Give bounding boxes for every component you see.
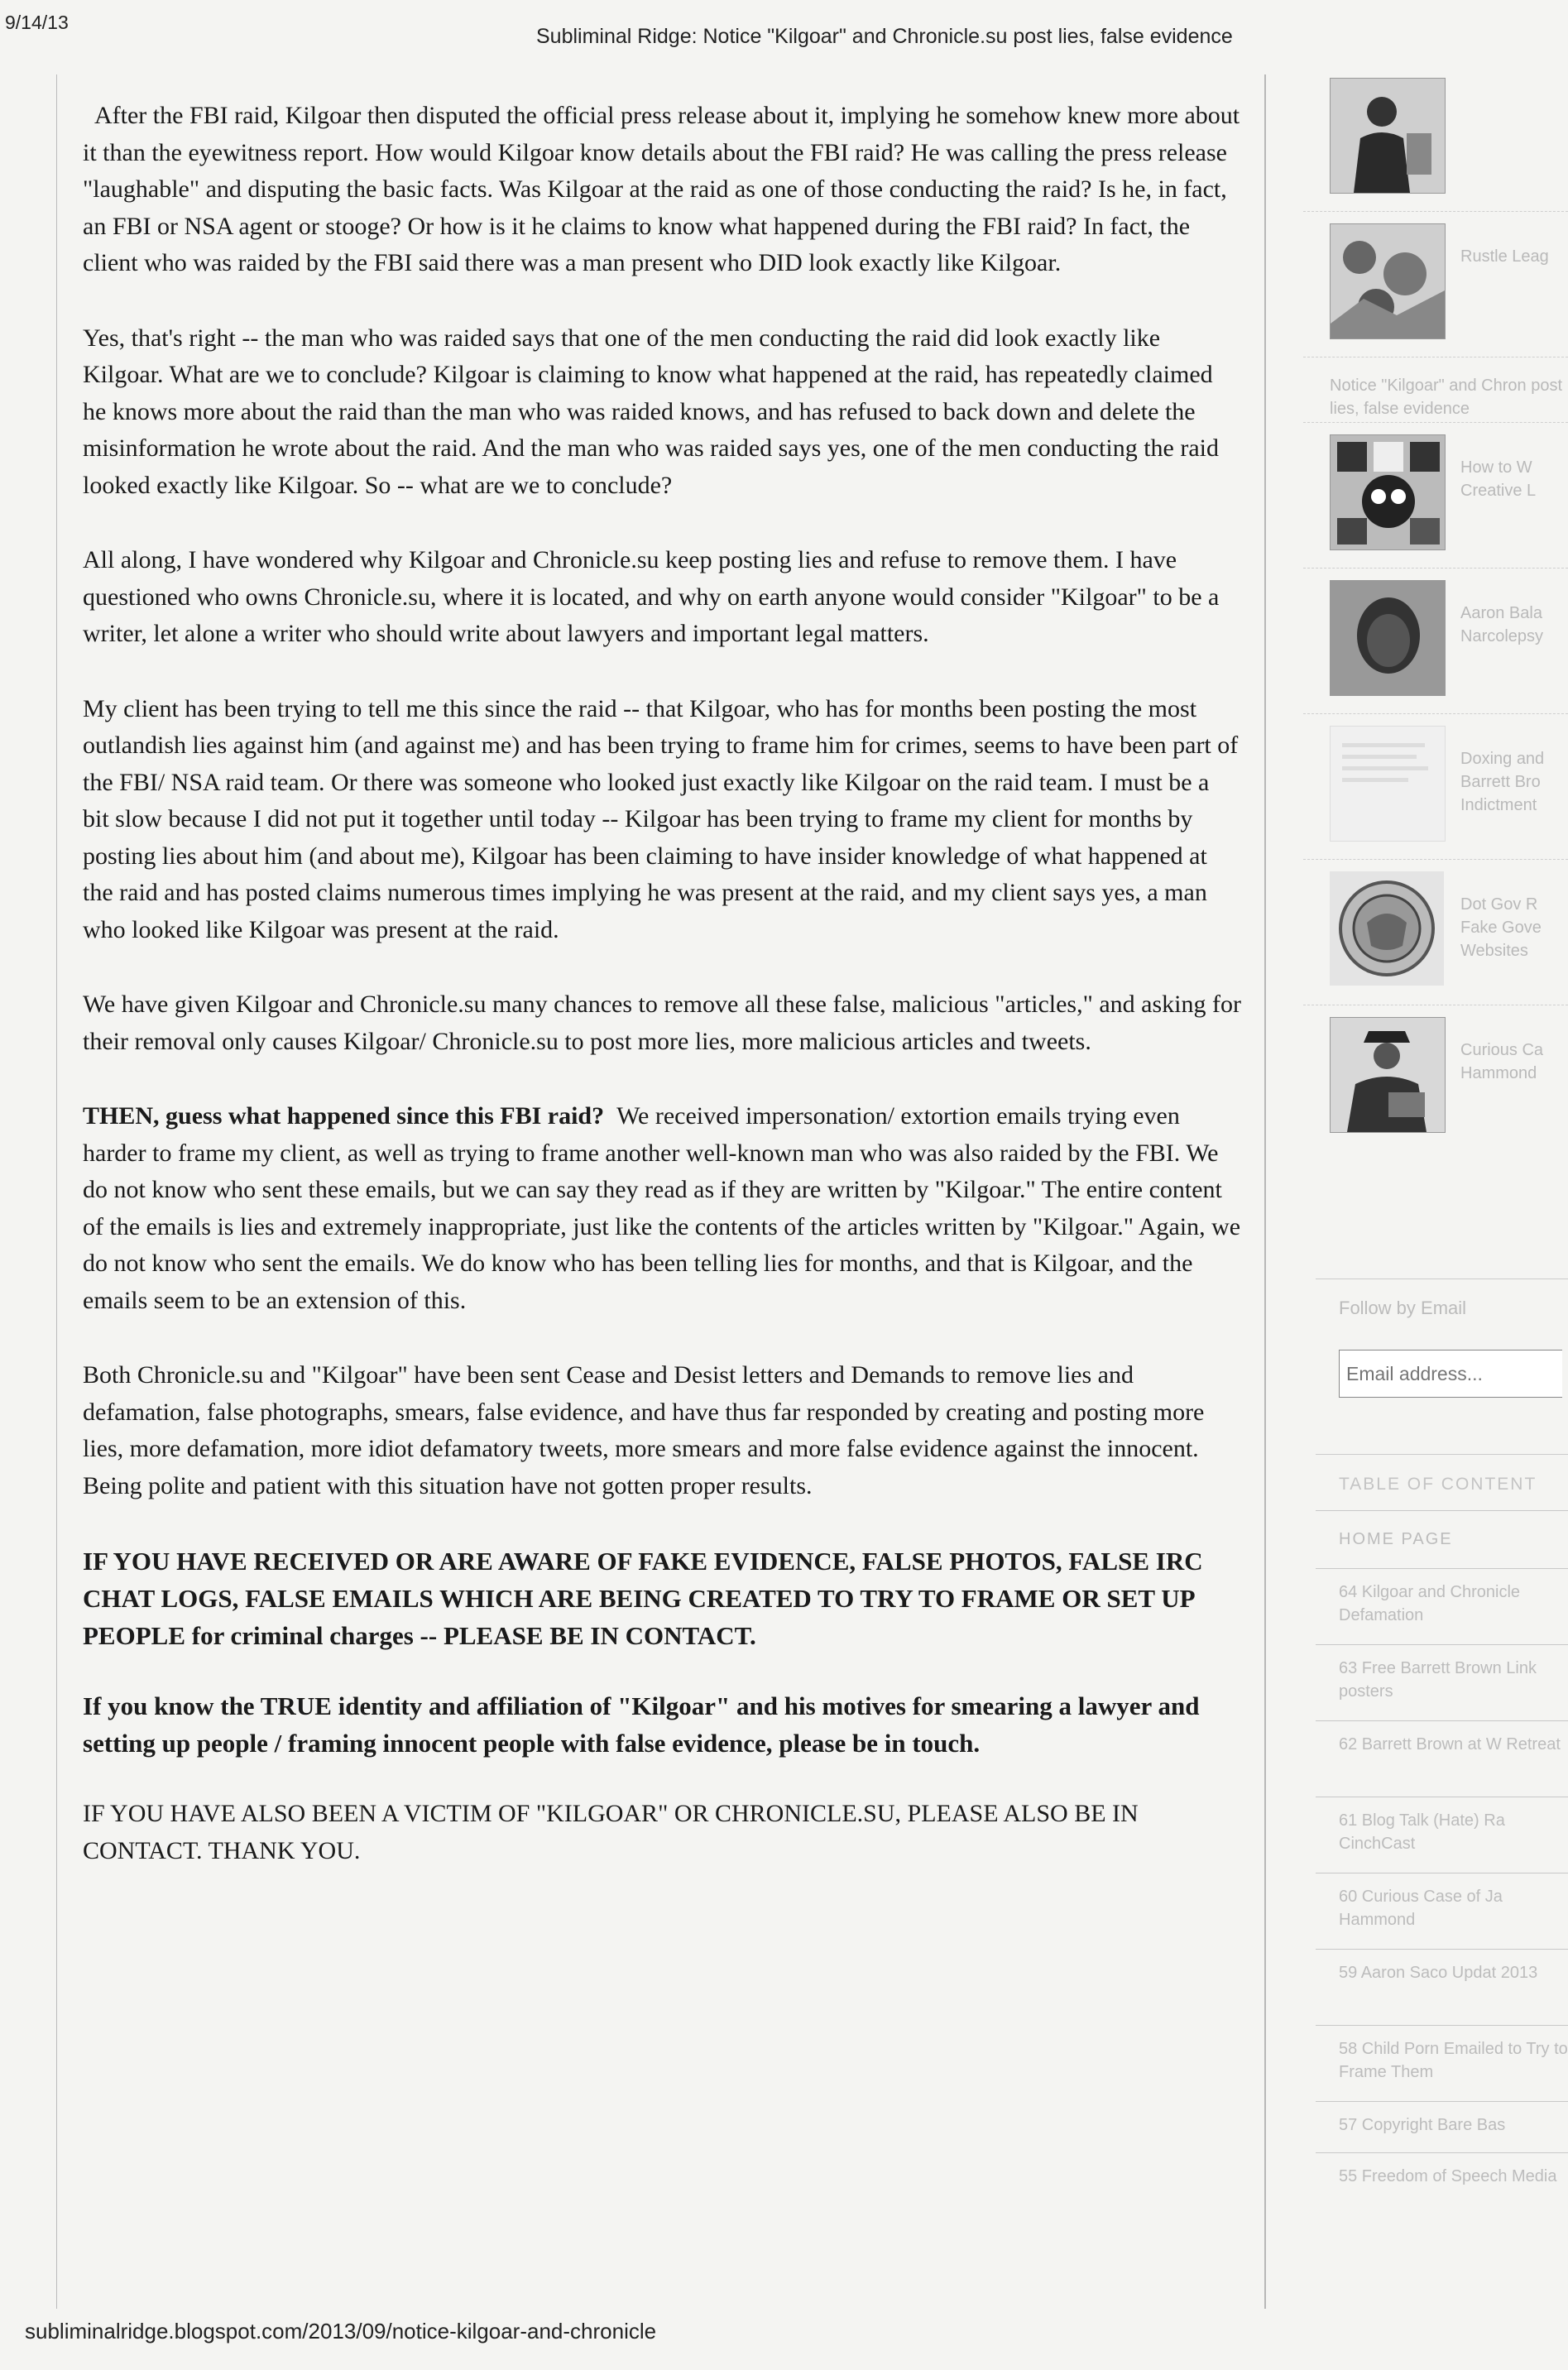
toc-heading: TABLE OF CONTENT (1316, 1454, 1568, 1510)
paragraph-7: Both Chronicle.su and "Kilgoar" have been sent Cease and Desist letters and Demands to remove lies and defamation, false photographs, smears, false evidence, and have thus far responded by creating and posting more lies, more defamation, more idiot defamatory tweets, more smears and more false evidence against the innocent. Being polite and patient with this situation have not gotten proper results. (83, 1361, 1205, 1499)
document-thumbnail-icon[interactable] (1330, 726, 1446, 842)
paragraph-6-text: We received impersonation/ extortion emails trying even harder to frame my client, as well as trying to frame another well-known man who was also raided by the FBI. We do not know who sent these emails, but we can say they read as if they are written by "Kilgoar." The entire content of the emails is lies and extremely inappropriate, just like the contents of the articles written by "Kilgoar." Again, we do not know who sent the emails. We do know who has been telling lies for months, and that is Kilgoar, and the emails seem to be an extension of this. (83, 1102, 1241, 1314)
left-margin-rule (56, 74, 57, 2309)
paragraph-3: All along, I have wondered why Kilgoar and Chronicle.su keep posting lies and refuse to remove them. I have questioned who owns Chronicle.su, where it is located, and why on earth anyone would consider "Kilgoar" to be a writer, let alone a writer who should write about lawyers and important legal matters. (83, 546, 1220, 647)
sidebar-post-7[interactable] (1303, 860, 1568, 1005)
toc-item-64[interactable]: 64 Kilgoar and Chronicle Defamation (1316, 1568, 1568, 1644)
sidebar-post-3-title[interactable]: Notice "Kilgoar" and Chron post lies, false evidence (1330, 377, 1563, 418)
sidebar-post-4-title[interactable]: How to W Creative L (1460, 458, 1537, 500)
sidebar-post-2-title[interactable]: Rustle Leag (1460, 247, 1549, 266)
column-divider (1264, 74, 1266, 2309)
article-body (83, 98, 1241, 1907)
call-to-action-victims: IF YOU HAVE ALSO BEEN A VICTIM OF "KILGOAR" OR CHRONICLE.SU, PLEASE ALSO BE IN CONTACT. THANK YOU. (83, 1800, 1139, 1864)
call-to-action-evidence: IF YOU HAVE RECEIVED OR ARE AWARE OF FAKE EVIDENCE, FALSE PHOTOS, FALSE IRC CHAT LOGS, FALSE EMAILS WHICH ARE BEING CREATED TO TRY TO FRAME OR SET UP PEOPLE for criminal charges -- PLEASE BE IN CONTACT. (83, 1547, 1203, 1650)
toc-item-55[interactable]: 55 Freedom of Speech Media (1316, 2152, 1568, 2228)
sidebar-post-4[interactable] (1303, 423, 1568, 569)
sidebar-post-1[interactable] (1303, 66, 1568, 212)
toc-item-60[interactable]: 60 Curious Case of Ja Hammond (1316, 1873, 1568, 1949)
follow-by-email-widget (1316, 1279, 1568, 1428)
paragraph-6-lead: THEN, guess what happened since this FBI raid? (83, 1102, 605, 1130)
toc-item-59[interactable]: 59 Aaron Saco Updat 2013 (1316, 1949, 1568, 2025)
sidebar-popular-posts (1303, 66, 1568, 1150)
sidebar-post-3[interactable] (1303, 357, 1568, 423)
call-to-action-identity: If you know the TRUE identity and affiliation of "Kilgoar" and his motives for smearing a lawyer and setting up people / framing innocent people with false evidence, please be in touch. (83, 1691, 1200, 1758)
portrait-thumbnail-icon[interactable] (1330, 78, 1446, 194)
paragraph-5: We have given Kilgoar and Chronicle.su many chances to remove all these false, malicious "articles," and asking for their removal only causes Kilgoar/ Chronicle.su to post more lies, more malicious articles and tweets. (83, 991, 1241, 1055)
person-thumbnail-icon[interactable] (1330, 1017, 1446, 1133)
toc-item-62[interactable]: 62 Barrett Brown at W Retreat (1316, 1720, 1568, 1797)
follow-label: Follow by Email (1339, 1298, 1467, 1318)
face-thumbnail-icon[interactable] (1330, 580, 1446, 696)
toc-item-58[interactable]: 58 Child Porn Emailed to Try to Frame Them (1316, 2025, 1568, 2101)
toc-item-home[interactable]: HOME PAGE (1316, 1510, 1568, 1568)
paragraph-4: My client has been trying to tell me this since the raid -- that Kilgoar, who has for months been posting the most outlandish lies against him (and against me) and has been trying to frame him for crimes, seems to have been part of the FBI/ NSA raid team. Or there was someone who looked just exactly like Kilgoar on the raid team. I must be a bit slow because I did not put it together until today -- Kilgoar has been trying to frame my client for months by posting lies about him (and about me), Kilgoar has been claiming to have insider knowledge of what happened at the raid and has posted claims numerous times implying he was present at the raid, and my client says yes, a man who looked like Kilgoar was present at the raid. (83, 694, 1239, 943)
sidebar-post-2[interactable] (1303, 212, 1568, 357)
sidebar-post-5-title[interactable]: Aaron Bala Narcolepsy (1460, 604, 1544, 645)
sidebar-post-7-title[interactable]: Dot Gov R Fake Gove Websites (1460, 895, 1542, 960)
paragraph-2: Yes, that's right -- the man who was raided says that one of the men conducting the raid did look exactly like Kilgoar. What are we to conclude? Kilgoar is claiming to know what happened at the raid, has repeatedly claimed he knows more about the raid than the man who was raided knows, and has refused to back down and delete the misinformation he wrote about the raid. And the man who was raided says yes, one of the men conducting the raid looked exactly like Kilgoar. So -- what are we to conclude? (83, 324, 1219, 499)
paragraph-1: After the FBI raid, Kilgoar then disputed the official press release about it, implying he somehow knew more about it than the eyewitness report. How would Kilgoar know details about the FBI raid? He was calling the press release "laughable" and disputing the basic facts. Was Kilgoar at the raid as one of those conducting the raid? Is he, in fact, an FBI or NSA agent or stooge? Or how is it he claims to know what happened during the FBI raid? In fact, the client who was raided by the FBI said there was a man present who DID look exactly like Kilgoar. (83, 102, 1240, 276)
print-date: 9/14/13 (5, 12, 69, 33)
sidebar-post-6-title[interactable]: Doxing and Barrett Bro Indictment (1460, 750, 1545, 814)
page-title: Subliminal Ridge: Notice "Kilgoar" and Chronicle.su post lies, false evidence (536, 25, 1233, 48)
email-input[interactable] (1339, 1350, 1562, 1398)
seal-thumbnail-icon[interactable] (1330, 871, 1444, 986)
toc-item-57[interactable]: 57 Copyright Bare Bas (1316, 2101, 1568, 2152)
toc-item-61[interactable]: 61 Blog Talk (Hate) Ra CinchCast (1316, 1797, 1568, 1873)
league-thumbnail-icon[interactable] (1330, 223, 1446, 339)
table-of-contents (1316, 1454, 1568, 2228)
sidebar-post-5[interactable] (1303, 569, 1568, 714)
paragraph-6 (83, 1098, 1241, 1319)
toc-item-63[interactable]: 63 Free Barrett Brown Link posters (1316, 1644, 1568, 1720)
sidebar-post-8-title[interactable]: Curious Ca Hammond (1460, 1041, 1544, 1082)
footer-url: subliminalridge.blogspot.com/2013/09/notice-kilgoar-and-chronicle (25, 2319, 657, 2344)
creative-thumbnail-icon[interactable] (1330, 434, 1446, 550)
sidebar-post-6[interactable] (1303, 714, 1568, 860)
sidebar-post-8[interactable] (1303, 1005, 1568, 1150)
